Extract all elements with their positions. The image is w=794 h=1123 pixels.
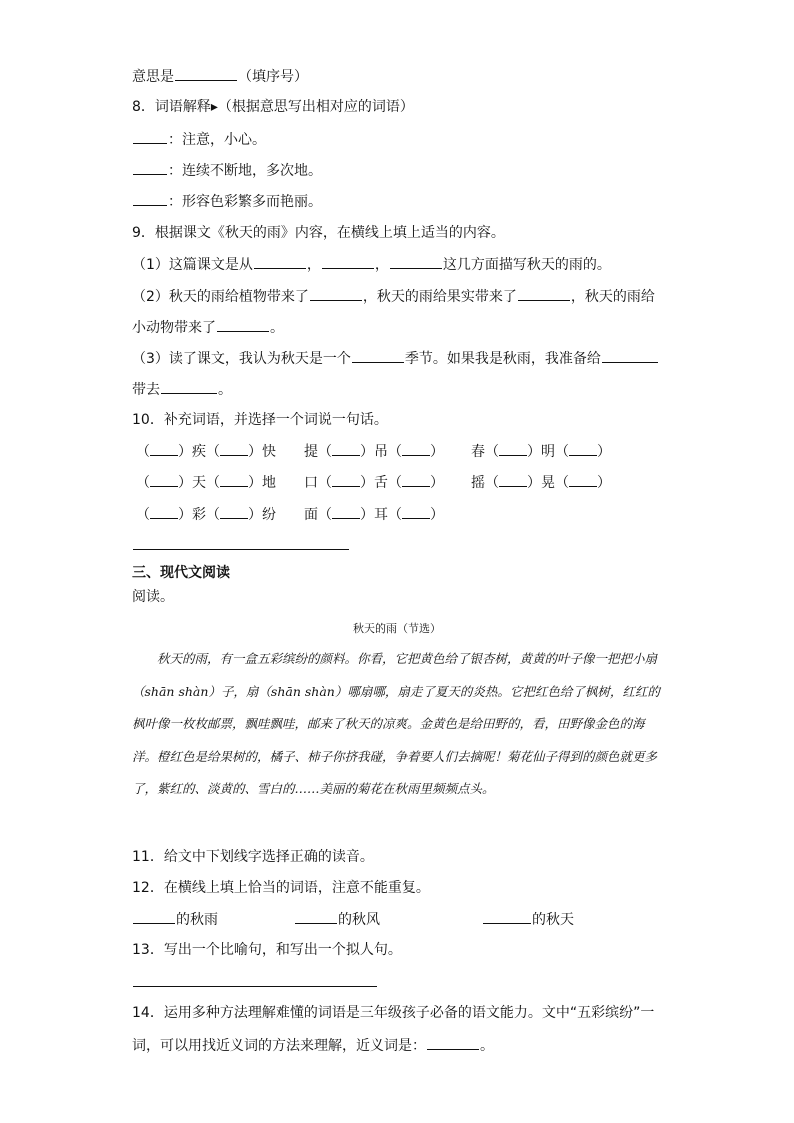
- q14-line: 词，可以用找近义词的方法来理解，近义词是： 。: [132, 1038, 494, 1054]
- answer-blank[interactable]: [295, 910, 337, 924]
- answer-blank[interactable]: [133, 910, 175, 924]
- passage-title: 秋天的雨（节选）: [353, 622, 441, 635]
- idiom-item: 面（ ）耳（ ）: [304, 507, 444, 523]
- q14-line: 14．运用多种方法理解难懂的词语是三年级孩子必备的语文能力。文中“五彩缤纷”一: [132, 1005, 655, 1021]
- idiom-item: （ ）疾（ ）快: [136, 444, 276, 460]
- answer-blank[interactable]: [150, 473, 178, 487]
- q13-title: 13．写出一个比喻句，和写出一个拟人句。: [132, 942, 402, 958]
- q8-item: ：连续不断地，多次地。: [132, 161, 322, 180]
- answer-blank[interactable]: [402, 505, 430, 519]
- idiom-item: 口（ ）舌（ ）: [304, 475, 444, 491]
- q12-item: 的秋风: [294, 910, 380, 929]
- answer-blank[interactable]: [254, 255, 306, 269]
- q10-title: 10．补充词语，并选择一个词说一句话。: [132, 412, 388, 428]
- q12-item: 的秋天: [482, 910, 574, 929]
- q9-title: 9．根据课文《秋天的雨》内容，在横线上填上适当的内容。: [132, 225, 505, 241]
- idiom-item: 提（ ）吊（ ）: [304, 444, 444, 460]
- q9-part3: （3）读了课文，我认为秋天是一个 季节。如果我是秋雨，我准备给: [132, 349, 659, 368]
- q9-part2-cont: 小动物带来了 。: [132, 320, 284, 336]
- answer-line[interactable]: [133, 986, 377, 987]
- answer-blank[interactable]: [161, 380, 217, 394]
- answer-blank[interactable]: [220, 442, 248, 456]
- reading-intro: 阅读。: [132, 589, 174, 605]
- answer-blank[interactable]: [602, 349, 658, 363]
- answer-blank[interactable]: [175, 67, 237, 81]
- answer-blank[interactable]: [332, 473, 360, 487]
- q8-title: 8．词语解释▸（根据意思写出相对应的词语）: [132, 99, 414, 115]
- answer-blank[interactable]: [310, 287, 362, 301]
- answer-line[interactable]: [133, 549, 349, 550]
- answer-blank[interactable]: [390, 255, 442, 269]
- answer-blank[interactable]: [402, 473, 430, 487]
- answer-blank[interactable]: [569, 473, 597, 487]
- answer-blank[interactable]: [499, 442, 527, 456]
- answer-blank[interactable]: [133, 192, 167, 206]
- q9-part3-cont: 带去 。: [132, 382, 232, 398]
- q9-part2: （2）秋天的雨给植物带来了 ，秋天的雨给果实带来了 ，秋天的雨给: [132, 289, 655, 305]
- answer-blank[interactable]: [133, 130, 167, 144]
- answer-blank[interactable]: [352, 349, 404, 363]
- q12-title: 12．在横线上填上恰当的词语，注意不能重复。: [132, 880, 430, 896]
- answer-blank[interactable]: [322, 255, 374, 269]
- answer-blank[interactable]: [402, 442, 430, 456]
- answer-blank[interactable]: [217, 318, 269, 332]
- q9-part1: （1）这篇课文是从 ， ， 这几方面描写秋天的雨的。: [132, 257, 611, 273]
- answer-blank[interactable]: [150, 505, 178, 519]
- answer-blank[interactable]: [332, 505, 360, 519]
- q8-item: ：形容色彩繁多而艳丽。: [132, 192, 322, 211]
- idiom-item: 摇（ ）晃（ ）: [471, 475, 611, 491]
- passage-paragraph: 秋天的雨，有一盒五彩缤纷的颜料。你看，它把黄色给了银杏树，黄黄的叶子像一把把小扇（shān shàn）子，扇（shān shàn）哪扇哪，扇走了夏天的炎热。它把红色给了枫树，红红的枫叶像一枚枚邮票，飘哇飘哇，邮来了秋天的凉爽。金黄色是给田野的，看，田野像金色的海洋。橙红色是给果树的，橘子、柿子你挤我碰，争着要人们去摘呢！菊花仙子得到的颜色就更多了，紫红的、淡黄的、雪白的……美丽的菊花在秋雨里频频点头。: [132, 651, 660, 796]
- passage-body: [132, 643, 662, 806]
- answer-blank[interactable]: [483, 910, 531, 924]
- answer-blank[interactable]: [220, 473, 248, 487]
- section-title: 三、现代文阅读: [132, 565, 230, 581]
- answer-blank[interactable]: [150, 442, 178, 456]
- idiom-item: 春（ ）明（ ）: [471, 444, 611, 460]
- answer-blank[interactable]: [499, 473, 527, 487]
- idiom-item: （ ）彩（ ）纷: [136, 507, 276, 523]
- q11-title: 11．给文中下划线字选择正确的读音。: [132, 849, 374, 865]
- q12-item: 的秋雨: [132, 910, 218, 929]
- answer-blank[interactable]: [220, 505, 248, 519]
- answer-blank[interactable]: [133, 161, 167, 175]
- answer-blank[interactable]: [332, 442, 360, 456]
- answer-blank[interactable]: [427, 1036, 479, 1050]
- answer-blank[interactable]: [518, 287, 570, 301]
- q7-answer-line: 意思是 （填序号）: [132, 69, 308, 85]
- q8-item: ：注意，小心。: [132, 130, 266, 149]
- answer-blank[interactable]: [569, 442, 597, 456]
- idiom-item: （ ）天（ ）地: [136, 475, 276, 491]
